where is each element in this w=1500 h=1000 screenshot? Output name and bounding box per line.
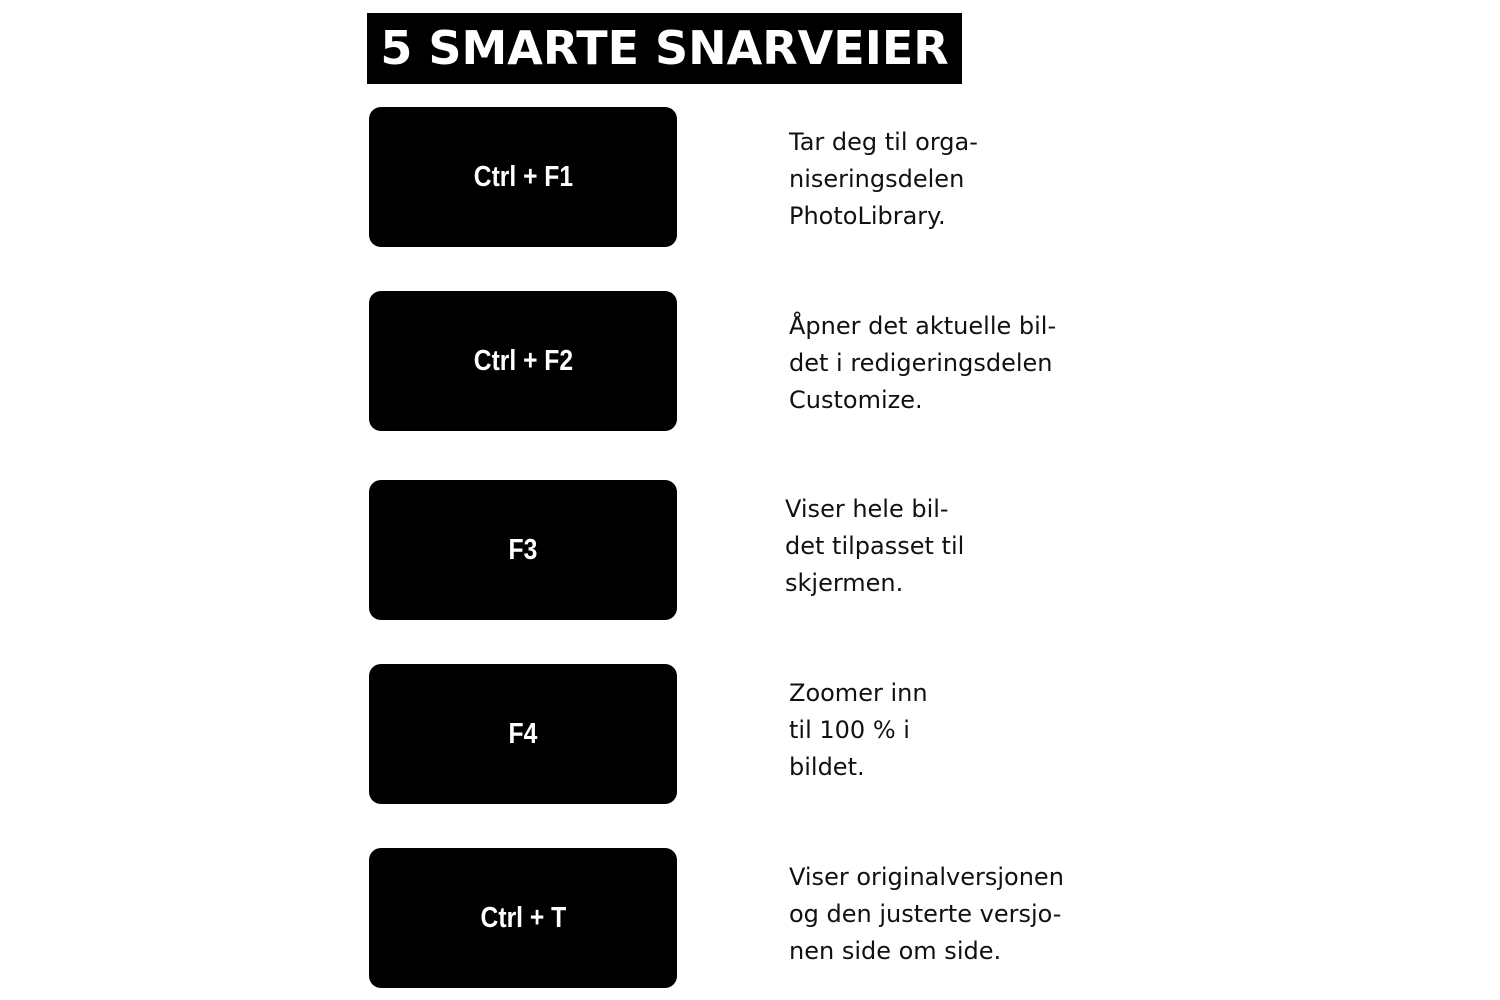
shortcut-description — [789, 675, 928, 786]
shortcut-key-label: F3 — [508, 533, 538, 566]
description-line: Åpner det aktuelle bil- — [789, 312, 1057, 340]
page-title: 5 SMARTE SNARVEIER — [367, 13, 962, 84]
shortcut-key-ctrl-t — [369, 848, 677, 988]
description-line: Viser hele bil- — [785, 495, 949, 523]
description-line: Tar deg til orga- — [789, 128, 978, 156]
description-line: Viser originalversjonen — [789, 863, 1064, 891]
description-line: det i redigeringsdelen — [789, 349, 1053, 377]
shortcut-description — [789, 308, 1056, 419]
description-line: Zoomer inn — [789, 679, 928, 707]
description-line: nen side om side. — [789, 937, 1002, 965]
description-line: det tilpasset til — [785, 532, 965, 560]
shortcut-key-ctrl-f1 — [369, 107, 677, 247]
shortcut-key-f3 — [369, 480, 677, 620]
shortcut-key-label: Ctrl + F2 — [473, 344, 573, 377]
shortcut-description — [789, 124, 978, 235]
description-line: Customize. — [789, 386, 923, 414]
description-line: til 100 % i — [789, 716, 910, 744]
description-line: bildet. — [789, 753, 865, 781]
description-line: niseringsdelen — [789, 165, 965, 193]
description-line: og den justerte versjo- — [789, 900, 1062, 928]
shortcut-key-f4 — [369, 664, 677, 804]
shortcut-description — [785, 491, 964, 602]
shortcut-key-label: Ctrl + F1 — [473, 160, 573, 193]
shortcut-key-label: Ctrl + T — [480, 901, 566, 934]
description-line: skjermen. — [785, 569, 904, 597]
shortcut-key-label: F4 — [508, 717, 538, 750]
shortcut-description — [789, 859, 1064, 970]
shortcut-key-ctrl-f2 — [369, 291, 677, 431]
description-line: PhotoLibrary. — [789, 202, 946, 230]
